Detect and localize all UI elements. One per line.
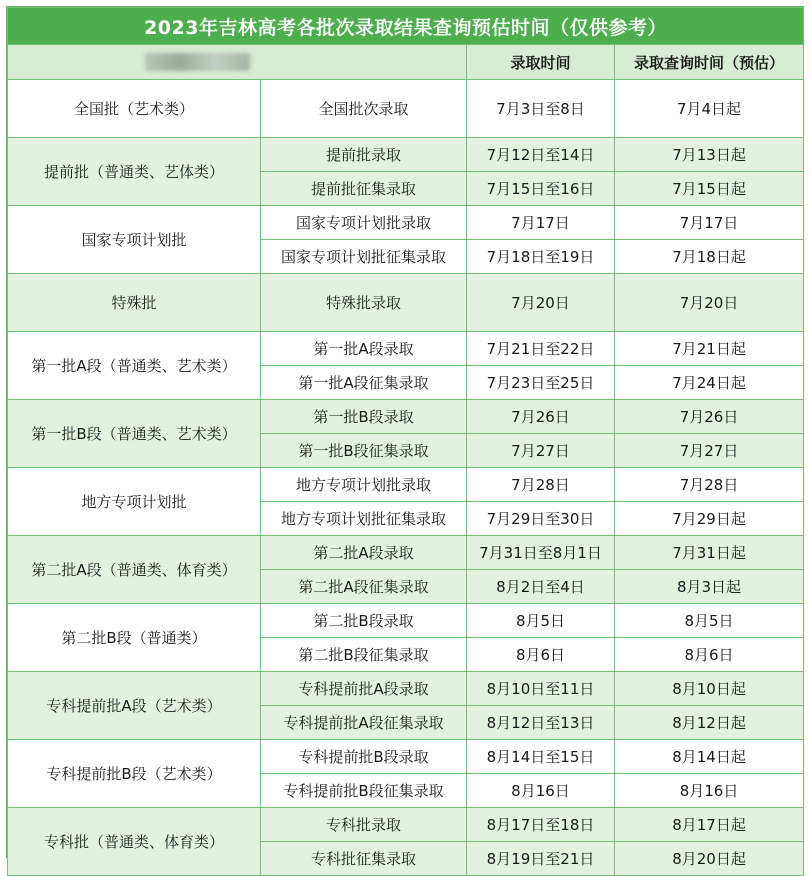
batch-name: 地方专项计划批 [8,468,261,536]
sub-batch-label: 专科提前批B段录取 [261,740,467,774]
sub-batch-label: 特殊批录取 [261,274,467,332]
sub-batch-label: 专科提前批A段征集录取 [261,706,467,740]
query-time: 8月10日起 [615,672,804,706]
schedule-frame [6,6,804,868]
query-time: 8月14日起 [615,740,804,774]
sub-batch-label: 地方专项计划批征集录取 [261,502,467,536]
query-time: 8月16日 [615,774,804,808]
admission-time: 7月29日至30日 [467,502,615,536]
admission-time: 7月12日至14日 [467,138,615,172]
batch-name: 全国批（艺术类） [8,80,261,138]
batch-name: 第二批B段（普通类） [8,604,261,672]
table-row [8,138,804,172]
query-time: 7月31日起 [615,536,804,570]
batch-name: 第一批B段（普通类、艺术类） [8,400,261,468]
query-time: 7月15日起 [615,172,804,206]
admission-time: 7月15日至16日 [467,172,615,206]
query-time: 7月27日 [615,434,804,468]
sub-batch-label: 专科批录取 [261,808,467,842]
query-time: 7月18日起 [615,240,804,274]
sub-batch-label: 国家专项计划批录取 [261,206,467,240]
sub-batch-label: 专科提前批A段录取 [261,672,467,706]
query-time: 8月12日起 [615,706,804,740]
sub-batch-label: 第二批A段录取 [261,536,467,570]
table-row [8,400,804,434]
header-query-time: 录取查询时间（预估） [615,45,804,80]
sub-batch-label: 第一批A段征集录取 [261,366,467,400]
table-row [8,206,804,240]
admission-time: 8月19日至21日 [467,842,615,876]
query-time: 8月20日起 [615,842,804,876]
table-row [8,604,804,638]
table-row [8,274,804,332]
query-time: 7月29日起 [615,502,804,536]
table-row [8,740,804,774]
sub-batch-label: 第二批B段录取 [261,604,467,638]
query-time: 8月6日 [615,638,804,672]
query-time: 7月28日 [615,468,804,502]
query-time: 7月17日 [615,206,804,240]
admission-time: 8月16日 [467,774,615,808]
redacted-blur [145,53,250,71]
query-time: 7月20日 [615,274,804,332]
query-time: 8月17日起 [615,808,804,842]
query-time: 7月13日起 [615,138,804,172]
batch-name: 第二批A段（普通类、体育类） [8,536,261,604]
batch-name: 专科提前批B段（艺术类） [8,740,261,808]
admission-time: 7月3日至8日 [467,80,615,138]
admission-schedule-table [7,7,804,876]
admission-time: 7月26日 [467,400,615,434]
table-row [8,332,804,366]
admission-time: 8月17日至18日 [467,808,615,842]
query-time: 8月5日 [615,604,804,638]
table-row [8,672,804,706]
admission-time: 8月6日 [467,638,615,672]
table-row [8,536,804,570]
header-redacted-cell [8,45,467,80]
query-time: 8月3日起 [615,570,804,604]
table-row [8,808,804,842]
admission-time: 8月5日 [467,604,615,638]
sub-batch-label: 专科提前批B段征集录取 [261,774,467,808]
admission-time: 7月17日 [467,206,615,240]
sub-batch-label: 专科批征集录取 [261,842,467,876]
sub-batch-label: 全国批次录取 [261,80,467,138]
batch-name: 专科提前批A段（艺术类） [8,672,261,740]
sub-batch-label: 第二批B段征集录取 [261,638,467,672]
table-row [8,80,804,138]
sub-batch-label: 第一批B段征集录取 [261,434,467,468]
sub-batch-label: 第二批A段征集录取 [261,570,467,604]
admission-time: 7月23日至25日 [467,366,615,400]
batch-name: 国家专项计划批 [8,206,261,274]
sub-batch-label: 提前批征集录取 [261,172,467,206]
sub-batch-label: 第一批B段录取 [261,400,467,434]
batch-name: 第一批A段（普通类、艺术类） [8,332,261,400]
sub-batch-label: 地方专项计划批录取 [261,468,467,502]
header-admission-time: 录取时间 [467,45,615,80]
admission-time: 7月28日 [467,468,615,502]
batch-name: 特殊批 [8,274,261,332]
batch-name: 提前批（普通类、艺体类） [8,138,261,206]
sub-batch-label: 国家专项计划批征集录取 [261,240,467,274]
admission-time: 7月21日至22日 [467,332,615,366]
table-row [8,468,804,502]
sub-batch-label: 第一批A段录取 [261,332,467,366]
admission-time: 8月12日至13日 [467,706,615,740]
admission-time: 7月27日 [467,434,615,468]
query-time: 7月24日起 [615,366,804,400]
admission-time: 8月14日至15日 [467,740,615,774]
query-time: 7月4日起 [615,80,804,138]
query-time: 7月26日 [615,400,804,434]
admission-time: 8月2日至4日 [467,570,615,604]
admission-time: 7月31日至8月1日 [467,536,615,570]
query-time: 7月21日起 [615,332,804,366]
table-title: 2023年吉林高考各批次录取结果查询预估时间（仅供参考） [8,8,804,45]
admission-time: 7月18日至19日 [467,240,615,274]
admission-time: 8月10日至11日 [467,672,615,706]
batch-name: 专科批（普通类、体育类） [8,808,261,876]
admission-time: 7月20日 [467,274,615,332]
sub-batch-label: 提前批录取 [261,138,467,172]
